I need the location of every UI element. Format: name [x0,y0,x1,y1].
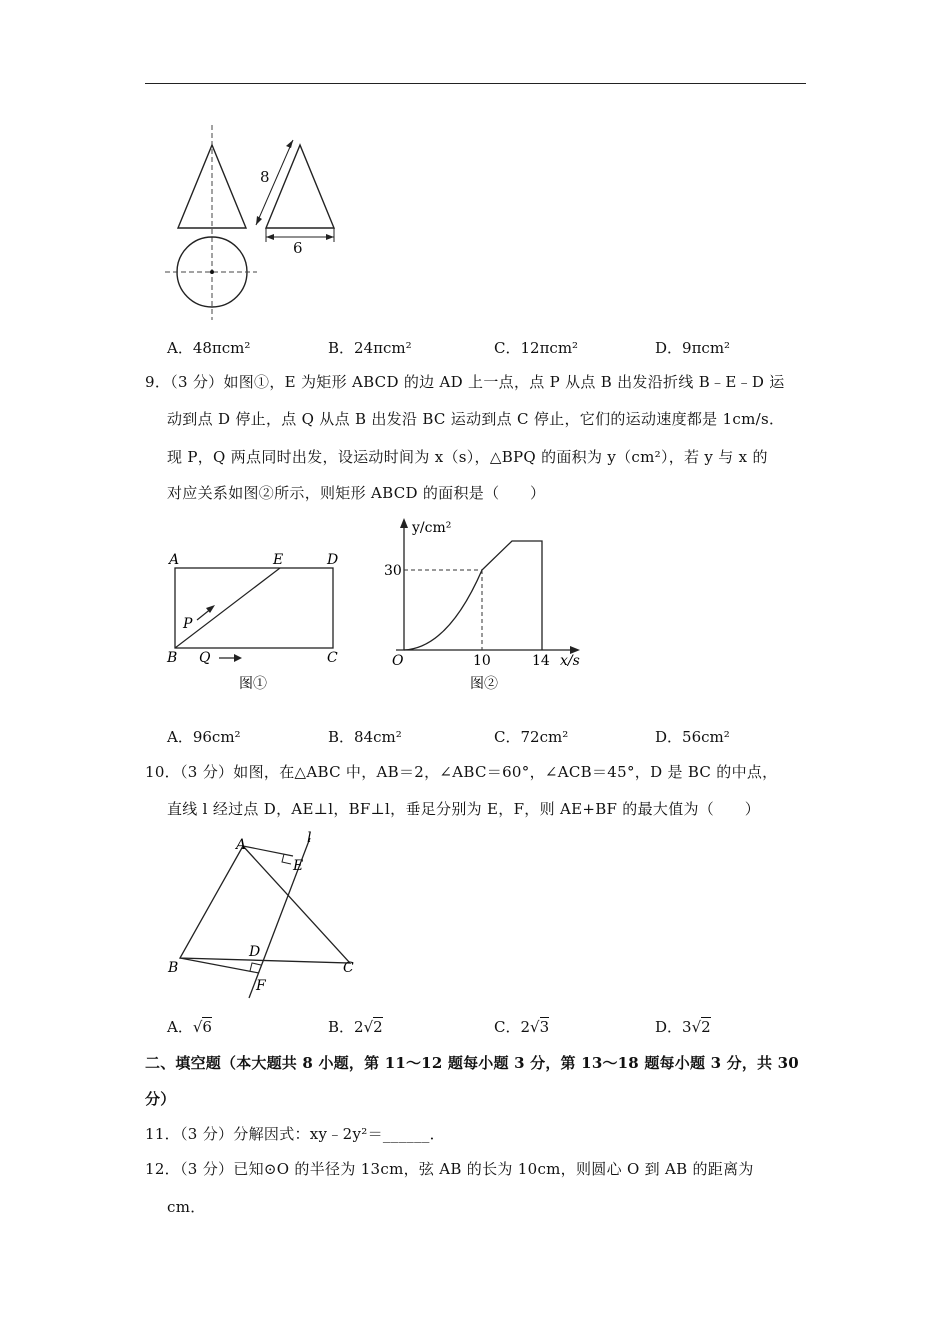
tick-10: 10 [473,653,491,669]
q9-line-4: 对应关系如图②所示，则矩形 ABCD 的面积是（ ） [167,484,546,502]
q8-option-d[interactable]: D．9πcm² [655,339,731,357]
q10-line-2: 直线 l 经过点 D，AE⊥l，BF⊥l，垂足分别为 E，F，则 AE+BF 的最大值为（ ） [167,800,760,818]
label-A: A [169,552,180,568]
q12-line-2: cm． [167,1198,206,1216]
q8-option-c[interactable]: C．12πcm² [494,339,579,357]
q10-option-c[interactable] [494,1016,549,1037]
graph-figure [378,516,598,696]
tick-14: 14 [532,653,550,669]
q10-option-b[interactable] [328,1016,383,1037]
option-b-radicand: 2 [373,1018,383,1036]
option-d-prefix: D．3 [655,1018,692,1036]
label-Q: Q [199,650,211,666]
y-axis-label: y/cm² [412,520,452,536]
option-d-radicand: 2 [701,1018,711,1036]
q12-line-1: 12．（3 分）已知⊙O 的半径为 13cm，弦 AB 的长为 10cm，则圆心 O 到 AB 的距离为 [145,1160,754,1178]
option-c-prefix: C．2 [494,1018,531,1036]
sqrt-symbol: √ [363,1018,374,1036]
tick-30: 30 [384,563,402,579]
side-view-triangle [266,145,334,228]
option-a-radicand: 6 [202,1018,212,1036]
caption-fig2: 图② [470,676,498,692]
q8-option-b[interactable]: B．24πcm² [328,339,412,357]
segment-be [175,568,280,648]
label-E: E [293,858,304,874]
y-axis-arrow [400,518,408,528]
label-C: C [327,650,338,666]
graph-curve [404,541,542,650]
label-l: l [307,830,312,846]
q9-option-d[interactable]: D．56cm² [655,728,730,746]
x-axis-label: x/s [560,653,580,669]
q9-option-c[interactable]: C．72cm² [494,728,569,746]
origin-label: O [392,653,404,669]
option-c-radicand: 3 [539,1018,550,1036]
q9-option-b[interactable]: B．84cm² [328,728,402,746]
slant-arrow-top [286,140,293,148]
label-D: D [327,552,339,568]
option-a-prefix: A． [167,1018,193,1036]
label-C: C [343,960,354,976]
q8-option-a[interactable]: A．48πcm² [167,339,251,357]
label-B: B [167,650,178,666]
header-rule [145,83,806,84]
q10-option-d[interactable] [655,1016,711,1037]
slant-arrow-bottom [256,216,262,225]
triangle-figure [160,828,370,1000]
triangle-abc [180,846,350,963]
sqrt-symbol: √ [691,1018,702,1036]
q9-option-a[interactable]: A．96cm² [167,728,241,746]
center-dot [210,270,214,274]
option-b-prefix: B．2 [328,1018,364,1036]
q10-line-1: 10．（3 分）如图，在△ABC 中，AB＝2，∠ABC＝60°，∠ACB＝45°，D 是 BC 的中点， [145,763,778,781]
rectangle-figure [165,548,355,698]
base-arrow-right [326,234,334,240]
label-6: 6 [293,239,303,257]
label-8: 8 [260,168,270,186]
sqrt-symbol: √ [530,1018,540,1036]
label-P: P [183,616,193,632]
q10-option-a[interactable] [167,1016,212,1037]
label-E: E [273,552,284,568]
section-2-heading: 二、填空题（本大题共 8 小题，第 11～12 题每小题 3 分，第 13～18 题每小题 3 分，共 30 [145,1054,799,1072]
base-arrow-left [266,234,274,240]
label-F: F [256,978,266,994]
cone-views-figure [160,120,350,325]
label-D: D [249,944,261,960]
section-2-heading-cont: 分） [145,1090,176,1108]
label-B: B [168,960,179,976]
q9-line-1: 9．（3 分）如图①，E 为矩形 ABCD 的边 AD 上一点，点 P 从点 B 出发沿折线 B﹣E﹣D 运 [145,373,785,391]
caption-fig1: 图① [239,676,267,692]
rectangle-abcd [175,568,333,648]
arrow-q-head [234,654,242,662]
q9-line-2: 动到点 D 停止，点 Q 从点 B 出发沿 BC 运动到点 C 停止，它们的运动速度都是 1cm/s． [167,410,785,428]
label-A: A [236,837,247,853]
sqrt-symbol: √ [192,1018,203,1036]
q9-line-3: 现 P，Q 两点同时出发，设运动时间为 x（s），△BPQ 的面积为 y（cm²），若 y 与 x 的 [167,448,768,466]
q11-text: 11．（3 分）分解因式：xy﹣2y²＝______． [145,1125,445,1143]
